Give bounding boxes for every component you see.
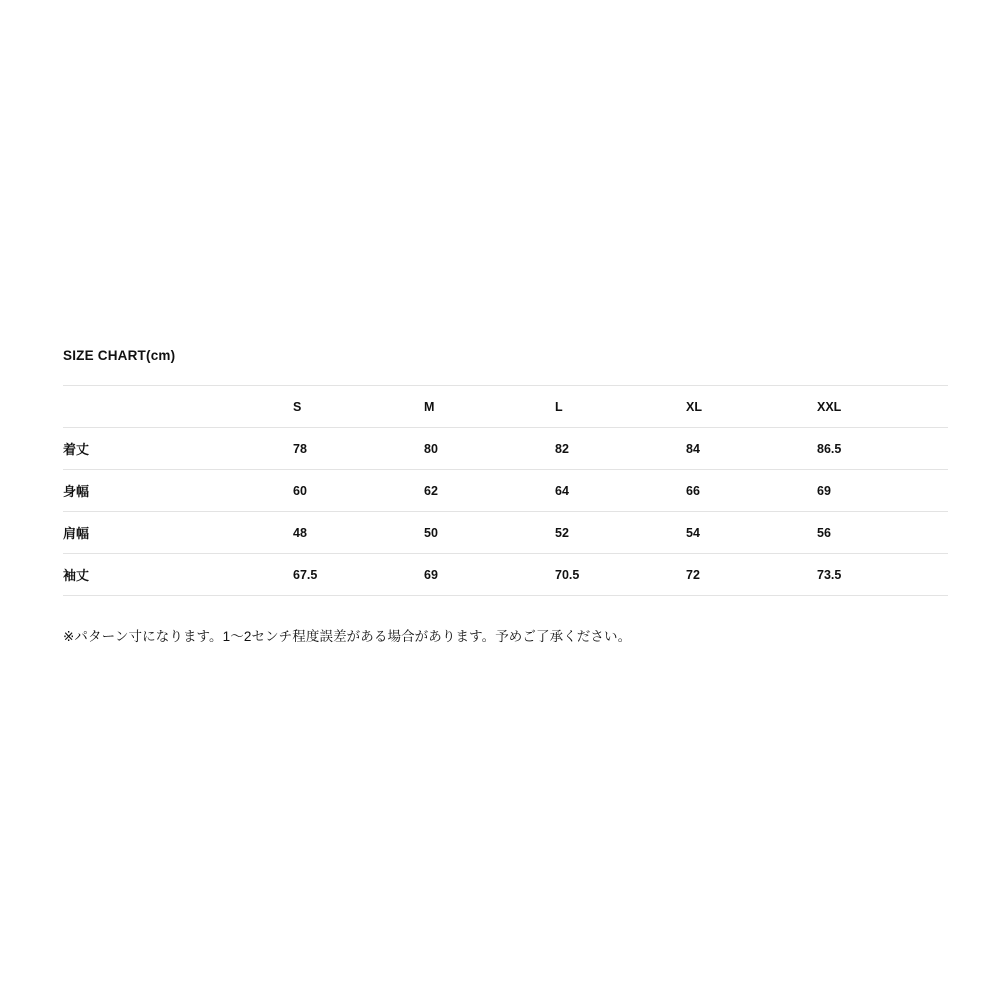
table-row	[63, 428, 948, 470]
cell-value: 66	[686, 470, 817, 512]
size-chart-block	[63, 348, 935, 648]
cell-value: 73.5	[817, 554, 948, 596]
page-title: SIZE CHART(cm)	[63, 348, 176, 363]
column-header-measure	[63, 386, 293, 428]
cell-value: 78	[293, 428, 424, 470]
table-header-row	[63, 386, 948, 428]
row-label: 袖丈	[63, 554, 293, 596]
column-header-xl: XL	[686, 386, 817, 428]
cell-value: 72	[686, 554, 817, 596]
cell-value: 69	[424, 554, 555, 596]
cell-value: 67.5	[293, 554, 424, 596]
cell-value: 48	[293, 512, 424, 554]
cell-value: 86.5	[817, 428, 948, 470]
cell-value: 62	[424, 470, 555, 512]
size-chart-note: ※パターン寸になります。1〜2センチ程度誤差がある場合があります。予めご了承ください。	[63, 629, 632, 644]
table-row	[63, 470, 948, 512]
size-chart-table	[63, 385, 948, 596]
table-row	[63, 512, 948, 554]
cell-value: 64	[555, 470, 686, 512]
cell-value: 80	[424, 428, 555, 470]
cell-value: 56	[817, 512, 948, 554]
cell-value: 82	[555, 428, 686, 470]
row-label: 着丈	[63, 428, 293, 470]
column-header-s: S	[293, 386, 424, 428]
column-header-xxl: XXL	[817, 386, 948, 428]
table-body	[63, 428, 948, 596]
table-row	[63, 554, 948, 596]
cell-value: 54	[686, 512, 817, 554]
table-header	[63, 386, 948, 428]
column-header-l: L	[555, 386, 686, 428]
cell-value: 50	[424, 512, 555, 554]
column-header-m: M	[424, 386, 555, 428]
cell-value: 70.5	[555, 554, 686, 596]
cell-value: 69	[817, 470, 948, 512]
cell-value: 60	[293, 470, 424, 512]
cell-value: 52	[555, 512, 686, 554]
cell-value: 84	[686, 428, 817, 470]
row-label: 身幅	[63, 470, 293, 512]
row-label: 肩幅	[63, 512, 293, 554]
